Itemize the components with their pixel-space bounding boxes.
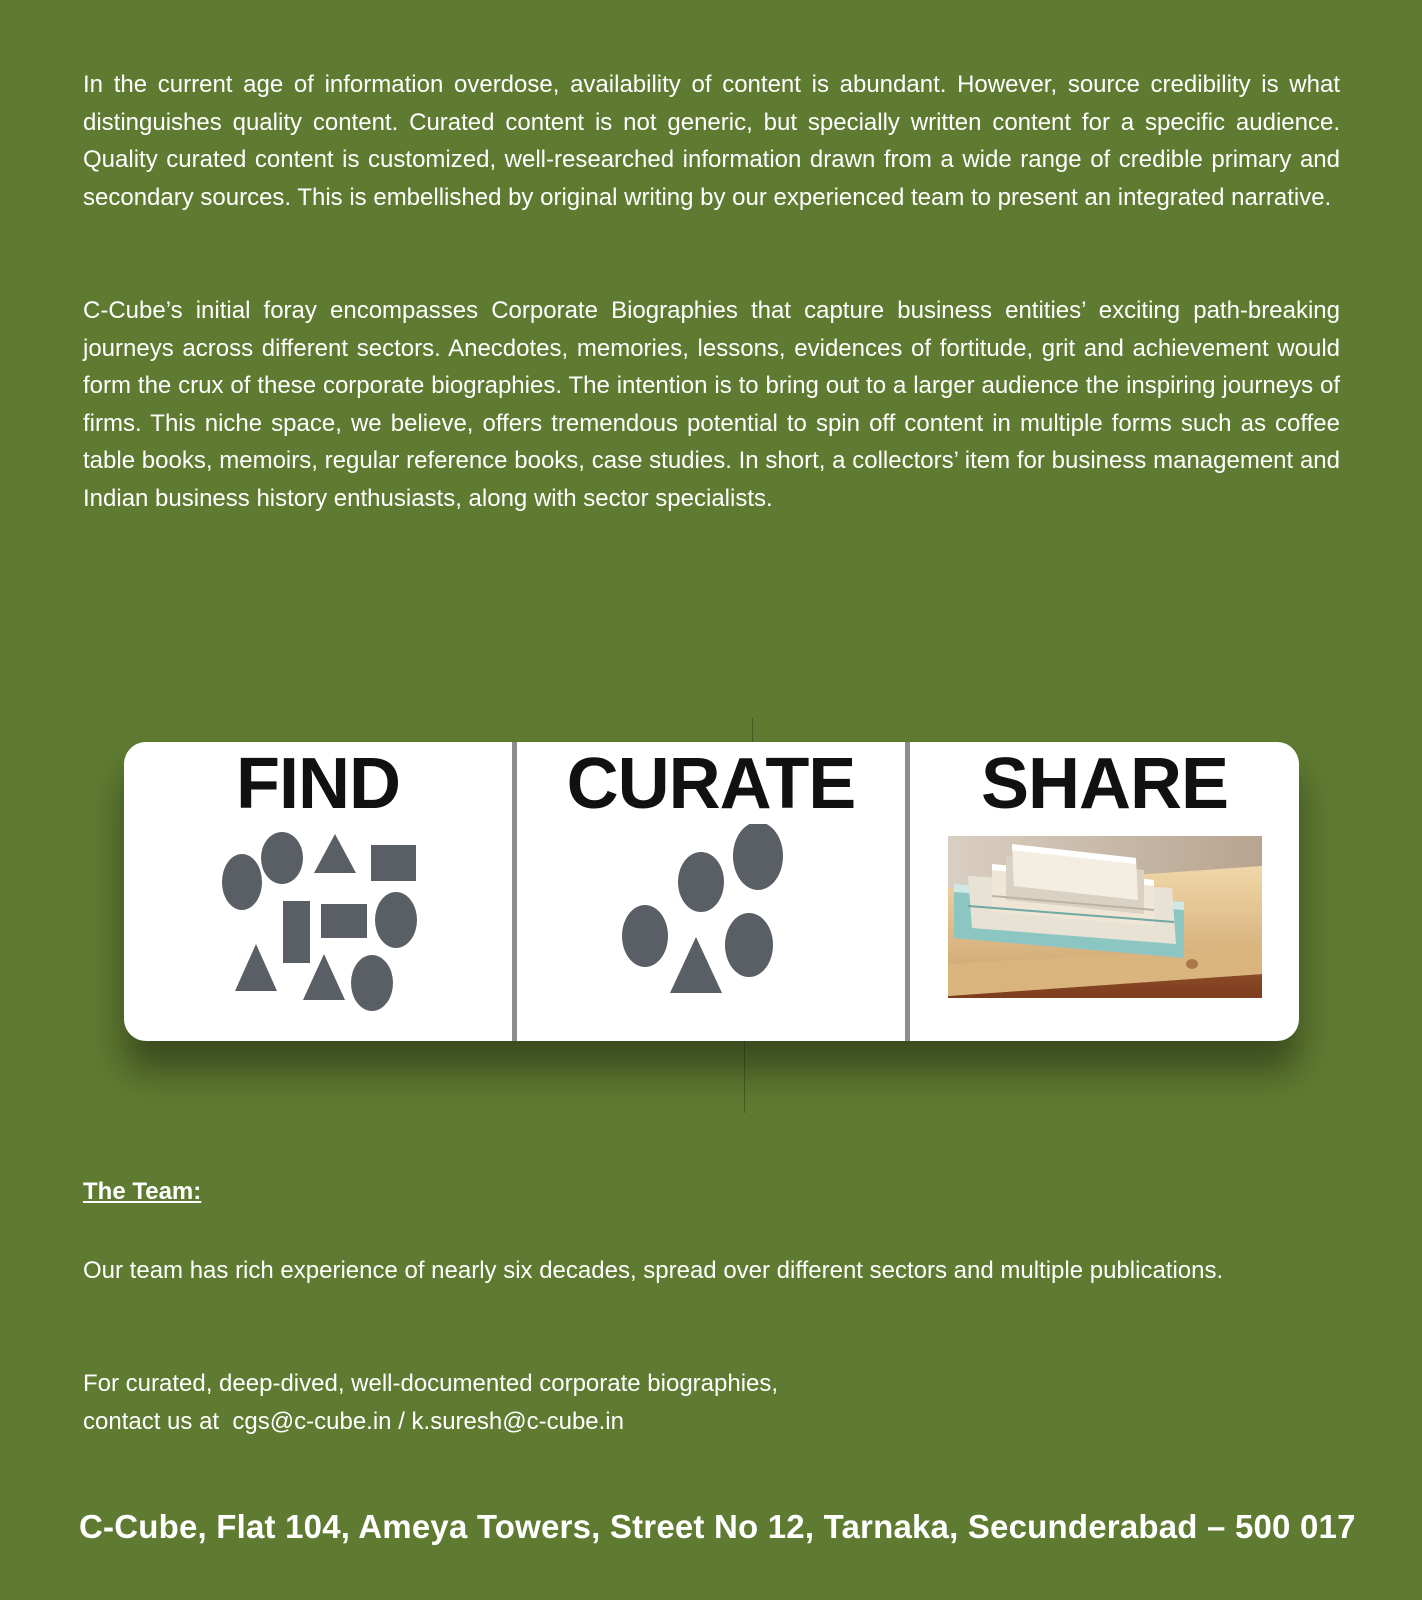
curate-column	[517, 742, 910, 1041]
team-paragraph: Our team has rich experience of nearly six decades, spread over different sectors and multiple publications.	[83, 1257, 1224, 1284]
find-curate-share-panel	[124, 742, 1299, 1041]
find-title: FIND	[236, 744, 400, 824]
contact-block	[83, 1365, 1340, 1440]
find-column	[124, 742, 517, 1041]
team-heading: The Team:	[83, 1178, 202, 1205]
share-title: SHARE	[980, 744, 1229, 824]
intro-paragraph-2: C-Cube’s initial foray encompasses Corporate Biographies that capture business entities’ exciting path-breaking journeys across different sectors. Anecdotes, memories, lessons, evidences of fortitude, grit and achievement would form the crux of these corporate biographies. The intention is to bring out to a larger audience the inspiring journeys of firms. This niche space, we believe, offers tremendous potential to spin off content in multiple forms such as coffee table books, memoirs, regular reference books, case studies. In short, a collectors’ item for business management and Indian business history enthusiasts, along with sector specialists.	[83, 297, 1340, 512]
email-link-ksuresh[interactable]: k.suresh@c-cube.in	[411, 1407, 624, 1435]
email-separator: /	[398, 1407, 405, 1435]
guide-line-top	[752, 718, 753, 744]
share-column	[910, 742, 1299, 1041]
selected-shapes-icon	[517, 824, 905, 1024]
intro-paragraph-1: In the current age of information overdose, availability of content is abundant. However, source credibility is what distinguishes quality content. Curated content is not generic, but specially written content for a specific audience. Quality curated content is customized, well-researched information drawn from a wide range of credible primary and secondary sources. This is embellished by original writing by our experienced team to present an integrated narrative.	[83, 71, 1340, 211]
stacked-books-photo	[948, 836, 1262, 998]
contact-prefix: contact us at	[83, 1407, 220, 1435]
footer-address: C-Cube, Flat 104, Ameya Towers, Street No 12, Tarnaka, Secunderabad – 500 017	[79, 1508, 1356, 1545]
guide-line-bottom	[744, 1041, 745, 1113]
email-link-cgs[interactable]: cgs@c-cube.in	[232, 1407, 392, 1435]
scattered-shapes-icon	[124, 824, 512, 1024]
contact-line-1: For curated, deep-dived, well-documented corporate biographies,	[83, 1370, 779, 1397]
curate-title: CURATE	[566, 744, 856, 824]
